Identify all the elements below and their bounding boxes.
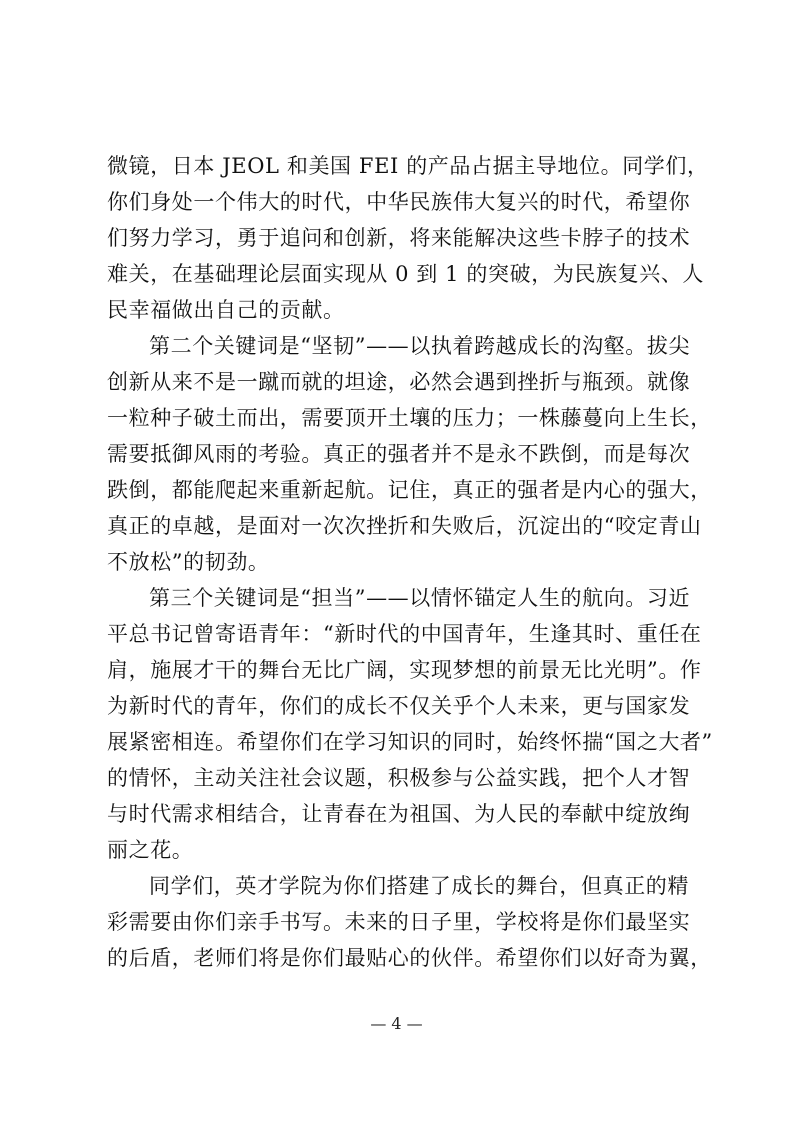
paragraph-3-line-4: 为新时代的青年，你们的成长不仅关乎个人未来，更与国家发	[107, 694, 691, 718]
paragraph-2-line-3: 一粒种子破土而出，需要顶开土壤的压力；一株藤蔓向上生长，	[107, 406, 712, 430]
paragraph-1-line-4: 难关，在基础理论层面实现从 0 到 1 的突破，为民族复兴、人	[107, 262, 705, 286]
paragraph-3-line-3: 肩，施展才干的舞台无比广阔，实现梦想的前景无比光明”。作	[107, 658, 702, 682]
paragraph-4-line-3: 的后盾，老师们将是你们最贴心的伙伴。希望你们以好奇为翼，	[107, 946, 712, 970]
paragraph-2-line-2: 创新从来不是一蹴而就的坦途，必然会遇到挫折与瓶颈。就像	[107, 370, 691, 394]
paragraph-1-line-5: 民幸福做出自己的贡献。	[107, 298, 345, 322]
paragraph-3-line-5: 展紧密相连。希望你们在学习知识的同时，始终怀揣“国之大者”	[107, 730, 713, 754]
paragraph-4-line-2: 彩需要由你们亲手书写。未来的日子里，学校将是你们最坚实	[107, 910, 691, 934]
paragraph-4-line-1: 同学们，英才学院为你们搭建了成长的舞台，但真正的精	[149, 874, 689, 898]
paragraph-3-line-7: 与时代需求相结合，让青春在为祖国、为人民的奉献中绽放绚	[107, 802, 691, 826]
paragraph-3-line-2: 平总书记曾寄语青年：“新时代的中国青年，生逢其时、重任在	[107, 622, 702, 646]
paragraph-1-line-1: 微镜，日本 JEOL 和美国 FEI 的产品占据主导地位。同学们，	[107, 154, 709, 178]
document-body	[107, 148, 713, 976]
paragraph-2-line-4: 需要抵御风雨的考验。真正的强者并不是永不跌倒，而是每次	[107, 442, 691, 466]
page-number: — 4 —	[370, 1014, 423, 1033]
paragraph-2-line-7: 不放松”的韧劲。	[107, 550, 270, 574]
paragraph-1-line-2: 你们身处一个伟大的时代，中华民族伟大复兴的时代，希望你	[107, 190, 691, 214]
paragraph-2-line-1: 第二个关键词是“坚韧”——以执着跨越成长的沟壑。拔尖	[149, 334, 691, 358]
paragraph-1-line-3: 们努力学习，勇于追问和创新，将来能解决这些卡脖子的技术	[107, 226, 691, 250]
paragraph-3-line-8: 丽之花。	[107, 838, 194, 862]
paragraph-2-line-5: 跌倒，都能爬起来重新起航。记住，真正的强者是内心的强大，	[107, 478, 712, 502]
paragraph-2-line-6: 真正的卓越，是面对一次次挫折和失败后，沉淀出的“咬定青山	[107, 514, 702, 538]
paragraph-3-line-1: 第三个关键词是“担当”——以情怀锚定人生的航向。习近	[149, 586, 691, 610]
paragraph-3-line-6: 的情怀，主动关注社会议题，积极参与公益实践，把个人才智	[107, 766, 691, 790]
